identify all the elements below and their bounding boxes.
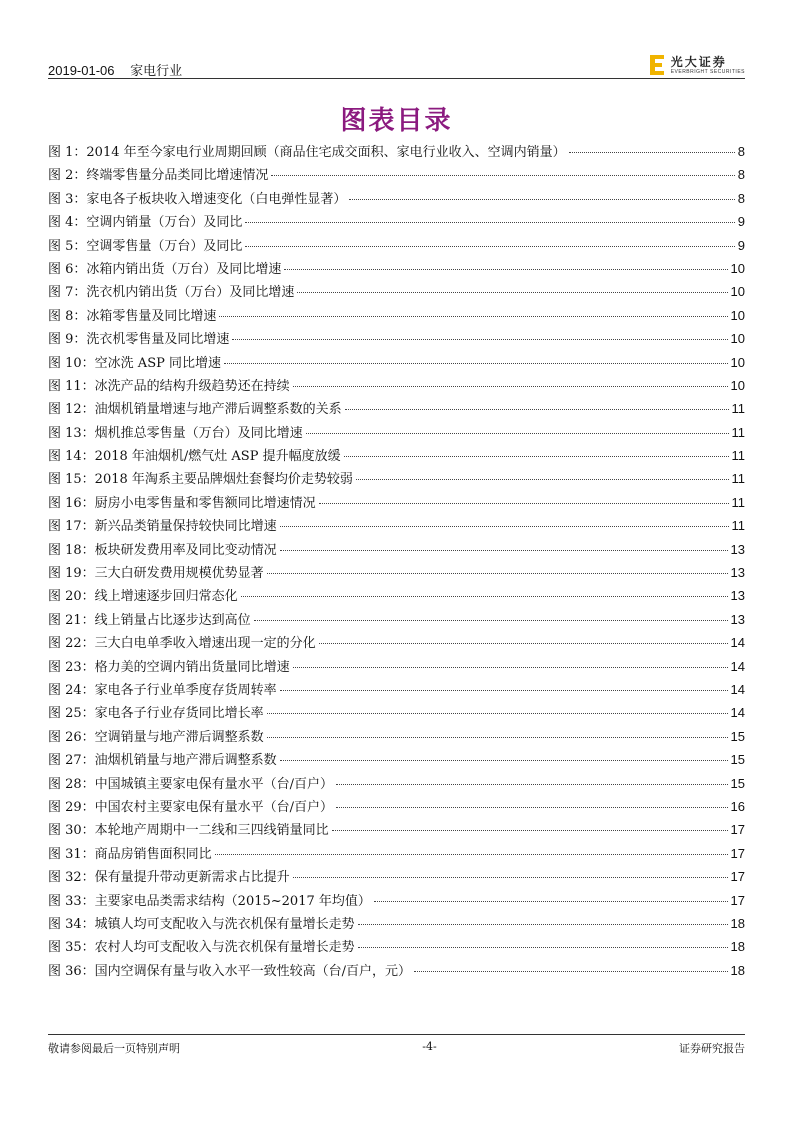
toc-leader-dots [224, 363, 728, 364]
toc-entry[interactable] [48, 398, 745, 421]
toc-entry-page[interactable]: 10 [730, 260, 745, 276]
toc-entry-page[interactable]: 17 [730, 869, 745, 885]
toc-entry-label[interactable]: 图 36：国内空调保有量与收入水平一致性较高（台/百户，元） [48, 963, 412, 979]
toc-leader-dots [293, 877, 728, 878]
page-number: -4- [422, 1040, 437, 1053]
toc-entry-page[interactable]: 13 [730, 611, 745, 627]
toc-entry[interactable] [48, 796, 745, 819]
toc-entry-label[interactable]: 图 7：洗衣机内销出货（万台）及同比增速 [48, 285, 295, 301]
footer-divider [48, 1034, 745, 1035]
logo-english-name: EVERBRIGHT SECURITIES [670, 68, 745, 75]
toc-entry-page[interactable]: 10 [730, 354, 745, 370]
toc-entry-page[interactable]: 13 [730, 565, 745, 581]
toc-entry-page[interactable]: 11 [731, 471, 745, 487]
toc-entry[interactable] [48, 422, 745, 445]
toc-entry-page[interactable]: 15 [730, 775, 745, 791]
toc-entry-label[interactable]: 图 30：本轮地产周期中一二线和三四线销量同比 [48, 823, 329, 839]
toc-entry-label[interactable]: 图 6：冰箱内销出货（万台）及同比增速 [48, 261, 282, 277]
toc-entry-label[interactable]: 图 33：主要家电品类需求结构（2015~2017 年均值） [48, 893, 371, 909]
toc-entry-page[interactable]: 8 [737, 144, 745, 159]
toc-entry-label[interactable]: 图 19：三大白研发费用规模优势显著 [48, 566, 264, 582]
toc-entry-label[interactable]: 图 4：空调内销量（万台）及同比 [48, 215, 243, 231]
toc-entry-page[interactable]: 10 [730, 284, 745, 300]
toc-entry[interactable] [48, 749, 745, 772]
toc-leader-dots [336, 807, 727, 808]
toc-entry-label[interactable]: 图 25：家电各子行业存货同比增长率 [48, 706, 264, 722]
toc-leader-dots [349, 199, 734, 200]
toc-entry-page[interactable]: 9 [737, 237, 745, 253]
toc-entry-label[interactable]: 图 22：三大白电单季收入增速出现一定的分化 [48, 636, 316, 652]
toc-entry-label[interactable]: 图 20：线上增速逐步回归常态化 [48, 589, 238, 605]
toc-entry-page[interactable]: 13 [730, 541, 745, 557]
toc-leader-dots [280, 760, 728, 761]
toc-entry[interactable] [48, 305, 745, 328]
toc-leader-dots [293, 386, 728, 387]
toc-leader-dots [374, 901, 728, 902]
toc-leader-dots [332, 830, 728, 831]
toc-entry-page[interactable]: 9 [737, 214, 745, 230]
toc-entry-page[interactable]: 11 [731, 494, 745, 510]
toc-entry[interactable] [48, 890, 745, 913]
toc-leader-dots [297, 292, 727, 293]
toc-entry-label[interactable]: 图 10：空冰洗 ASP 同比增速 [48, 355, 221, 371]
toc-entry[interactable] [48, 913, 745, 936]
toc-entry[interactable] [48, 936, 745, 959]
toc-entry[interactable] [48, 235, 745, 258]
toc-entry-label[interactable]: 图 29：中国农村主要家电保有量水平（台/百户） [48, 799, 334, 815]
toc-leader-dots [336, 784, 727, 785]
toc-entry[interactable] [48, 328, 745, 351]
toc-entry-page[interactable]: 8 [737, 167, 745, 183]
toc-entry-page[interactable]: 14 [730, 681, 745, 697]
toc-entry-label[interactable]: 图 11：冰洗产品的结构升级趋势还在持续 [48, 378, 290, 394]
toc-leader-dots [358, 924, 728, 925]
toc-entry[interactable] [48, 539, 745, 562]
toc-entry-page[interactable]: 10 [730, 307, 745, 323]
toc-entry[interactable] [48, 141, 745, 164]
toc-entry[interactable] [48, 843, 745, 866]
toc-entry-label[interactable]: 图 16：厨房小电零售量和零售额同比增速情况 [48, 495, 316, 511]
toc-entry-label[interactable]: 图 24：家电各子行业单季度存货周转率 [48, 682, 277, 698]
toc-entry-label[interactable]: 图 32：保有量提升带动更新需求占比提升 [48, 870, 290, 886]
toc-entry-page[interactable]: 11 [731, 424, 745, 440]
toc-entry-label[interactable]: 图 8：冰箱零售量及同比增速 [48, 308, 217, 324]
toc-leader-dots [345, 409, 729, 410]
toc-leader-dots [356, 479, 729, 480]
toc-entry-label[interactable]: 图 31：商品房销售面积同比 [48, 846, 212, 862]
header-divider [48, 78, 745, 79]
toc-entry[interactable] [48, 515, 745, 538]
toc-entry-page[interactable]: 17 [730, 822, 745, 838]
toc-entry-page[interactable]: 18 [730, 962, 745, 978]
toc-entry-label[interactable]: 图 34：城镇人均可支配收入与洗衣机保有量增长走势 [48, 916, 355, 932]
toc-entry-page[interactable]: 17 [730, 892, 745, 908]
toc-leader-dots [241, 596, 728, 597]
toc-leader-dots [245, 246, 734, 247]
toc-leader-dots [280, 526, 729, 527]
toc-entry[interactable] [48, 960, 745, 983]
toc-leader-dots [414, 971, 727, 972]
toc-leader-dots [280, 690, 728, 691]
everbright-logo-icon [649, 54, 665, 76]
toc-entry-label[interactable]: 图 17：新兴品类销量保持较快同比增速 [48, 519, 277, 535]
toc-entry-label[interactable]: 图 18：板块研发费用率及同比变动情况 [48, 542, 277, 558]
toc-entry-page[interactable]: 11 [731, 448, 745, 464]
header-industry: 家电行业 [130, 63, 183, 78]
footer-report-type: 证券研究报告 [679, 1042, 745, 1055]
toc-leader-dots [358, 947, 728, 948]
header-date: 2019-01-06 [48, 63, 115, 78]
toc-entry-label[interactable]: 图 26：空调销量与地产滞后调整系数 [48, 729, 264, 745]
toc-entry-page[interactable]: 18 [730, 939, 745, 955]
toc-leader-dots [344, 456, 729, 457]
toc-leader-dots [319, 503, 729, 504]
toc-leader-dots [254, 620, 728, 621]
page-footer [48, 1040, 745, 1056]
toc-entry[interactable] [48, 188, 745, 211]
toc-entry[interactable] [48, 726, 745, 749]
toc-entry[interactable] [48, 702, 745, 725]
toc-entry[interactable] [48, 211, 745, 234]
toc-entry[interactable] [48, 492, 745, 515]
toc-entry-page[interactable]: 17 [730, 845, 745, 861]
toc-entry[interactable] [48, 819, 745, 842]
toc-entry-label[interactable]: 图 5：空调零售量（万台）及同比 [48, 238, 243, 254]
toc-entry-label[interactable]: 图 9：洗衣机零售量及同比增速 [48, 332, 230, 348]
toc-entry-label[interactable]: 图 23：格力美的空调内销出货量同比增速 [48, 659, 290, 675]
toc-entry-page[interactable]: 14 [730, 658, 745, 674]
everbright-logo [649, 52, 745, 78]
toc-entry[interactable] [48, 281, 745, 304]
toc-entry-page[interactable]: 10 [730, 331, 745, 347]
toc-entry[interactable] [48, 352, 745, 375]
toc-entry-label[interactable]: 图 35：农村人均可支配收入与洗衣机保有量增长走势 [48, 940, 355, 956]
toc-leader-dots [267, 737, 728, 738]
toc-entry[interactable] [48, 609, 745, 632]
footer-disclaimer: 敬请参阅最后一页特别声明 [48, 1042, 180, 1055]
table-of-figures [48, 141, 745, 983]
page-header [48, 52, 745, 78]
toc-entry-page[interactable]: 18 [730, 915, 745, 931]
toc-leader-dots [232, 339, 727, 340]
toc-entry-page[interactable]: 11 [731, 518, 745, 534]
toc-leader-dots [280, 550, 728, 551]
toc-entry-page[interactable]: 15 [730, 752, 745, 768]
toc-leader-dots [215, 854, 728, 855]
toc-entry-label[interactable]: 图 21：线上销量占比逐步达到高位 [48, 612, 251, 628]
toc-entry-page[interactable]: 13 [730, 588, 745, 604]
toc-entry[interactable] [48, 679, 745, 702]
toc-leader-dots [245, 222, 734, 223]
toc-leader-dots [293, 667, 728, 668]
toc-entry[interactable] [48, 258, 745, 281]
toc-entry-label[interactable]: 图 15：2018 年淘系主要品牌烟灶套餐均价走势较弱 [48, 472, 353, 488]
toc-entry-page[interactable]: 11 [731, 401, 745, 417]
toc-leader-dots [319, 643, 728, 644]
toc-entry[interactable] [48, 164, 745, 187]
toc-leader-dots [306, 433, 729, 434]
logo-chinese-name: 光大证券 [670, 54, 727, 69]
toc-entry[interactable] [48, 562, 745, 585]
toc-entry-page[interactable]: 14 [730, 635, 745, 651]
toc-entry[interactable] [48, 656, 745, 679]
toc-entry[interactable] [48, 773, 745, 796]
toc-entry-label[interactable]: 图 1：2014 年至今家电行业周期回顾（商品住宅成交面积、家电行业收入、空调内销量） [48, 145, 566, 160]
toc-entry-label[interactable]: 图 3：家电各子板块收入增速变化（白电弹性显著） [48, 191, 347, 207]
toc-entry-label[interactable]: 图 13：烟机推总零售量（万台）及同比增速 [48, 425, 303, 441]
toc-entry-page[interactable]: 15 [730, 728, 745, 744]
toc-entry-page[interactable]: 8 [737, 190, 745, 206]
toc-leader-dots [267, 573, 728, 574]
toc-entry-label[interactable]: 图 28：中国城镇主要家电保有量水平（台/百户） [48, 776, 334, 792]
toc-leader-dots [271, 175, 734, 176]
toc-entry-page[interactable]: 10 [730, 377, 745, 393]
toc-entry[interactable] [48, 632, 745, 655]
toc-entry-page[interactable]: 14 [730, 705, 745, 721]
toc-entry[interactable] [48, 866, 745, 889]
toc-entry-label[interactable]: 图 27：油烟机销量与地产滞后调整系数 [48, 753, 277, 769]
toc-entry[interactable] [48, 375, 745, 398]
header-text [48, 60, 194, 79]
toc-entry[interactable] [48, 468, 745, 491]
toc-entry[interactable] [48, 445, 745, 468]
toc-leader-dots [569, 152, 735, 153]
toc-leader-dots [284, 269, 727, 270]
toc-entry-label[interactable]: 图 14：2018 年油烟机/燃气灶 ASP 提升幅度放缓 [48, 449, 341, 465]
page-title: 图表目录 [340, 106, 453, 136]
toc-leader-dots [267, 713, 728, 714]
toc-entry-label[interactable]: 图 2：终端零售量分品类同比增速情况 [48, 168, 269, 184]
toc-entry[interactable] [48, 585, 745, 608]
toc-entry-page[interactable]: 16 [730, 798, 745, 814]
toc-entry-label[interactable]: 图 12：油烟机销量增速与地产滞后调整系数的关系 [48, 402, 342, 418]
toc-leader-dots [219, 316, 727, 317]
